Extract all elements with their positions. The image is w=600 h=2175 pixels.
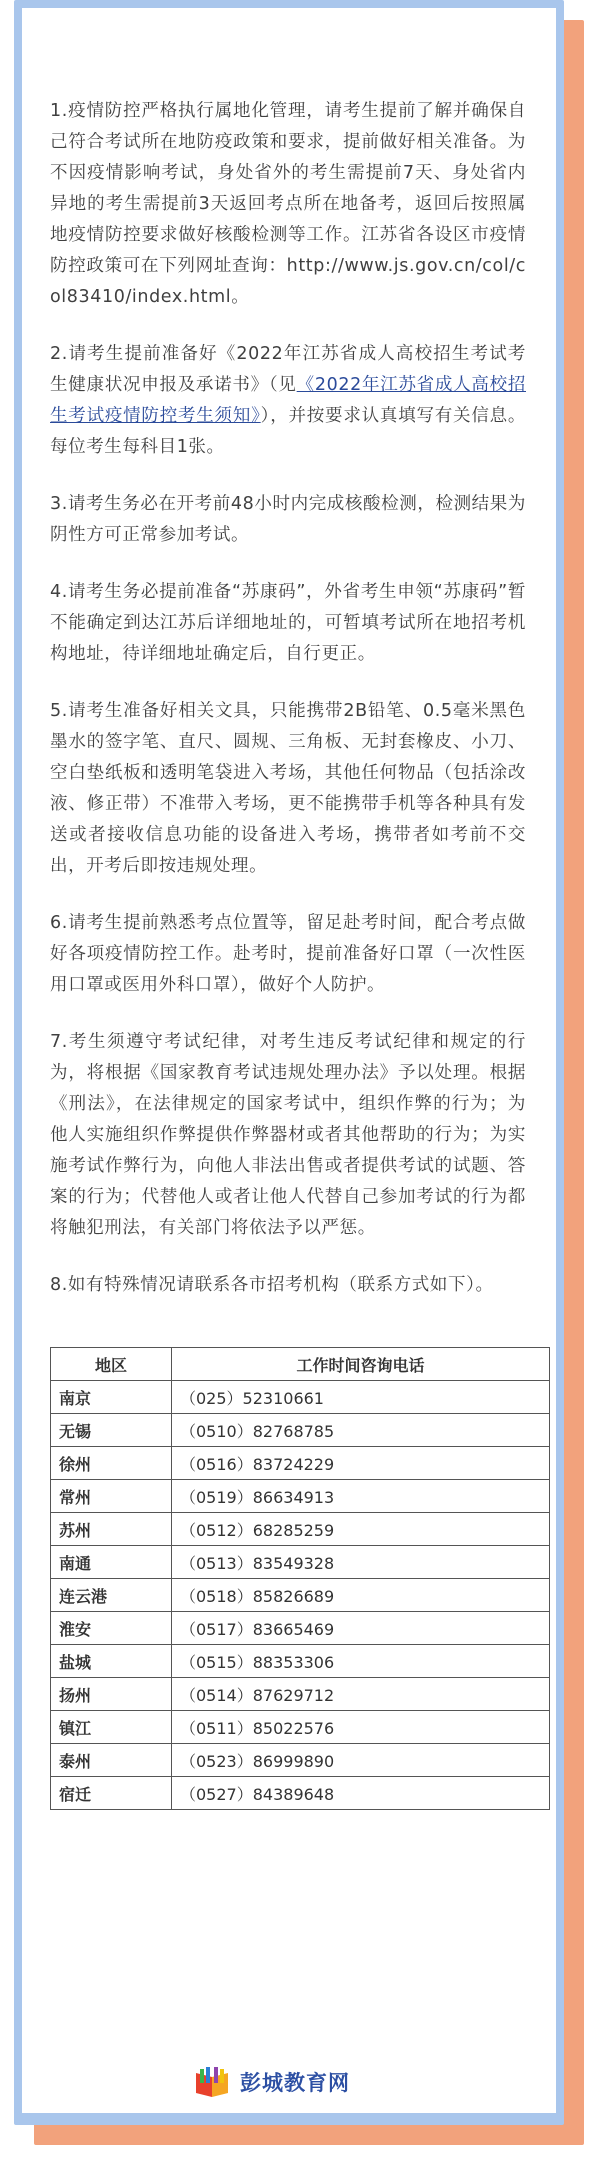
area-cell: 南通: [51, 1546, 172, 1579]
table-row: [51, 1579, 550, 1612]
phone-cell: （0512）68285259: [172, 1513, 550, 1546]
site-footer-logo[interactable]: [192, 2062, 350, 2102]
phone-cell: （0523）86999890: [172, 1744, 550, 1777]
table-row: [51, 1777, 550, 1810]
header-phone: 工作时间咨询电话: [172, 1348, 550, 1381]
paragraph-1: 1.疫情防控严格执行属地化管理，请考生提前了解并确保自己符合考试所在地防疫政策和要求，提前做好相关准备。为不因疫情影响考试，身处省外的考生需提前7天、身处省内异地的考生需提前3天返回考点所在地备考，返回后按照属地疫情防控要求做好核酸检测等工作。江苏省各设区市疫情防控政策可在下列网址查询：http://www.js.gov.cn/col/col83410/index.html。: [50, 101, 526, 307]
notice-card: [22, 8, 556, 2113]
phone-cell: （025）52310661: [172, 1381, 550, 1414]
phone-cell: （0517）83665469: [172, 1612, 550, 1645]
table-row: [51, 1678, 550, 1711]
table-header-row: [51, 1348, 550, 1381]
table-row: [51, 1480, 550, 1513]
paragraph-7: 7.考生须遵守考试纪律，对考生违反考试纪律和规定的行为，将根据《国家教育考试违规处理办法》予以处理。根据《刑法》，在法律规定的国家考试中，组织作弊的行为；为他人实施组织作弊提供作弊器材或者其他帮助的行为；为实施考试作弊行为，向他人非法出售或者提供考试的试题、答案的行为；代替他人或者让他人代替自己参加考试的行为都将触犯刑法，有关部门将依法予以严惩。: [50, 1032, 526, 1238]
notice-content: [22, 8, 556, 1810]
phone-cell: （0516）83724229: [172, 1447, 550, 1480]
table-row: [51, 1447, 550, 1480]
paragraph-5: 5.请考生准备好相关文具，只能携带2B铅笔、0.5毫米黑色墨水的签字笔、直尺、圆规、三角板、无封套橡皮、小刀、空白垫纸板和透明笔袋进入考场，其他任何物品（包括涂改液、修正带）不准带入考场，更不能携带手机等各种具有发送或者接收信息功能的设备进入考场，携带者如考前不交出，开考后即按违规处理。: [50, 701, 526, 876]
area-cell: 常州: [51, 1480, 172, 1513]
book-logo-icon: [192, 2065, 232, 2099]
area-cell: 盐城: [51, 1645, 172, 1678]
phone-cell: （0514）87629712: [172, 1678, 550, 1711]
table-row: [51, 1513, 550, 1546]
phone-cell: （0527）84389648: [172, 1777, 550, 1810]
table-row: [51, 1711, 550, 1744]
contact-phone-table: [50, 1347, 550, 1810]
paragraph-2: [50, 339, 526, 463]
area-cell: 南京: [51, 1381, 172, 1414]
phone-cell: （0513）83549328: [172, 1546, 550, 1579]
table-row: [51, 1546, 550, 1579]
paragraph-3: 3.请考生务必在开考前48小时内完成核酸检测，检测结果为阴性方可正常参加考试。: [50, 494, 526, 545]
area-cell: 泰州: [51, 1744, 172, 1777]
phone-cell: （0519）86634913: [172, 1480, 550, 1513]
table-row: [51, 1414, 550, 1447]
area-cell: 镇江: [51, 1711, 172, 1744]
area-cell: 宿迁: [51, 1777, 172, 1810]
table-row: [51, 1744, 550, 1777]
paragraph-4: 4.请考生务必提前准备“苏康码”，外省考生申领“苏康码”暂不能确定到达江苏后详细地址的，可暂填考试所在地招考机构地址，待详细地址确定后，自行更正。: [50, 582, 527, 664]
area-cell: 徐州: [51, 1447, 172, 1480]
table-row: [51, 1645, 550, 1678]
area-cell: 苏州: [51, 1513, 172, 1546]
paragraph-2-after: ），并按要求认真填写有关信息。每位考生每科目1张。: [50, 406, 527, 457]
phone-cell: （0510）82768785: [172, 1414, 550, 1447]
phone-cell: （0511）85022576: [172, 1711, 550, 1744]
header-area: 地区: [51, 1348, 172, 1381]
paragraph-8: 8.如有特殊情况请联系各市招考机构（联系方式如下）。: [50, 1275, 494, 1295]
area-cell: 淮安: [51, 1612, 172, 1645]
paragraph-6: 6.请考生提前熟悉考点位置等，留足赴考时间，配合考点做好各项疫情防控工作。赴考时，提前准备好口罩（一次性医用口罩或医用外科口罩），做好个人防护。: [50, 913, 526, 995]
site-brand-name: 彭城教育网: [240, 2071, 350, 2095]
table-row: [51, 1381, 550, 1414]
area-cell: 扬州: [51, 1678, 172, 1711]
paragraph-2-before: 2.请考生提前准备好《2022年江苏省成人高校招生考试考生健康状况申报及承诺书》（见: [50, 344, 526, 395]
phone-cell: （0518）85826689: [172, 1579, 550, 1612]
covid-rules-link[interactable]: 《2022年江苏省成人高校招生考试疫情防控考生须知》: [50, 375, 526, 426]
table-row: [51, 1612, 550, 1645]
phone-cell: （0515）88353306: [172, 1645, 550, 1678]
area-cell: 无锡: [51, 1414, 172, 1447]
area-cell: 连云港: [51, 1579, 172, 1612]
